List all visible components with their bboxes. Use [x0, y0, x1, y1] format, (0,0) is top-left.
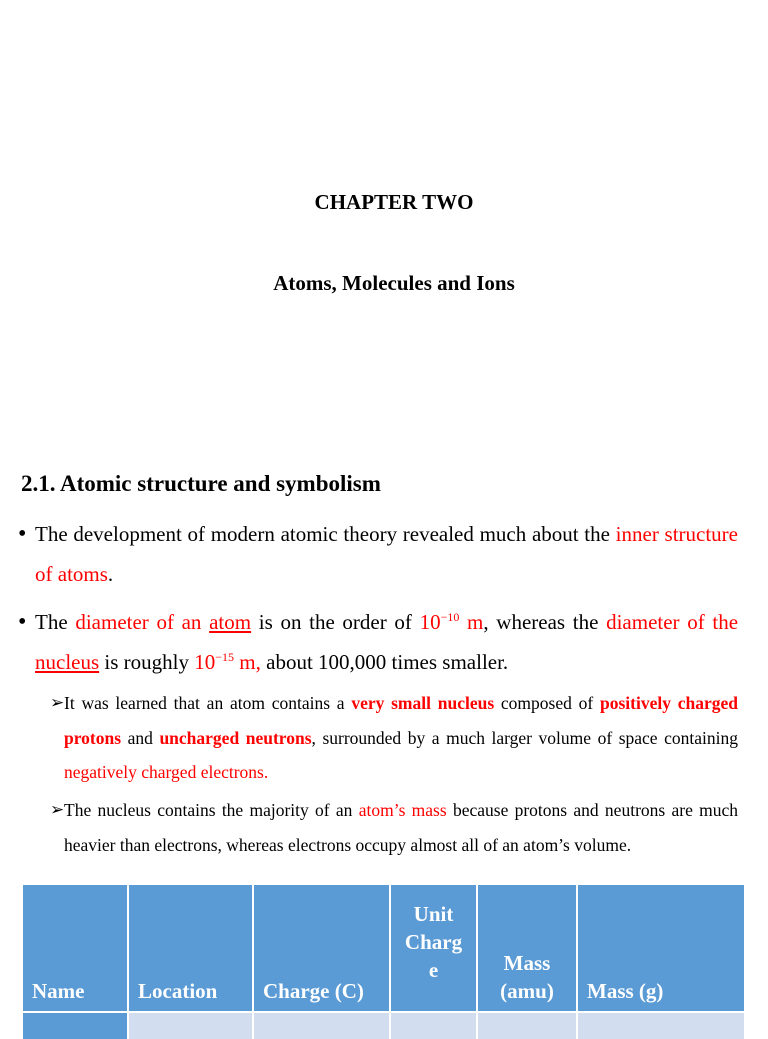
text-span: is on the order of — [251, 610, 420, 634]
table-cell — [577, 1012, 745, 1039]
text-span: The nucleus contains the majority of an — [64, 800, 359, 820]
sub-bullet-nucleus-composition — [50, 686, 738, 790]
text-span: , surrounded by a much larger volume of space containing — [311, 727, 738, 748]
section-heading: 2.1. Atomic structure and symbolism — [21, 471, 381, 496]
bullet-inner-structure — [18, 514, 738, 594]
highlight-protons: positively charged protons — [64, 693, 738, 748]
highlight-electrons: negatively charged electrons. — [64, 762, 269, 782]
text-span: The development of modern atomic theory revealed much about the — [35, 522, 616, 546]
text-span: . — [107, 562, 114, 586]
highlight-diameter-nucleus: diameter of the — [606, 610, 739, 634]
header-name: Name — [23, 885, 128, 1012]
value-nucleus-size: 10 — [194, 650, 216, 674]
exponent-nucleus: −15 — [215, 650, 235, 664]
text-span: is roughly — [99, 650, 195, 674]
header-line: Mass — [503, 951, 551, 975]
arrow-bullet-icon: ➢ — [50, 693, 65, 712]
link-nucleus: nucleus — [35, 650, 100, 674]
sub-bullet-text — [64, 686, 738, 790]
text-span: composed of — [494, 693, 600, 713]
table-cell — [128, 1012, 253, 1039]
text-span: The — [35, 610, 76, 634]
table-cell — [477, 1012, 577, 1039]
header-mass-g: Mass (g) — [577, 885, 745, 1012]
text-span: and — [121, 727, 160, 748]
highlight-atom-mass: atom’s mass — [358, 800, 447, 820]
table-cell — [253, 1012, 390, 1039]
header-line: (amu) — [500, 979, 554, 1003]
header-unit-charge — [390, 885, 477, 1012]
text-span: It was learned that an atom contains a — [64, 693, 352, 713]
unit-atom: m — [459, 610, 484, 634]
header-mass-amu — [477, 885, 577, 1012]
sub-bullet-nucleus-mass — [50, 793, 738, 862]
header-charge: Charge (C) — [253, 885, 390, 1012]
bullet-dot-icon: • — [18, 609, 27, 635]
bullet-text — [35, 602, 738, 682]
sub-bullet-text — [64, 793, 738, 862]
text-span: about 100,000 times smaller. — [260, 650, 509, 674]
arrow-bullet-icon: ➢ — [50, 800, 65, 819]
header-line: Unit — [413, 902, 454, 926]
subatomic-particles-table — [23, 885, 746, 1039]
text-span: , whereas the — [483, 610, 607, 634]
bullet-text — [35, 514, 738, 594]
value-atom-size: 10 — [419, 610, 441, 634]
bullet-atom-diameter — [18, 602, 738, 682]
link-atom: atom — [209, 610, 252, 634]
highlight-inner-structure: inner structure of atoms — [35, 522, 738, 586]
highlight-diameter-atom: diameter of an — [75, 610, 210, 634]
header-location: Location — [128, 885, 253, 1012]
chapter-subtitle: Atoms, Molecules and Ions — [273, 271, 515, 295]
exponent-atom: −10 — [440, 610, 460, 624]
bullet-dot-icon: • — [18, 521, 27, 547]
header-line: e — [428, 958, 439, 982]
text-span: because protons and neutrons are much heavier than electrons, whereas electrons occupy almost all of an atom’s volume. — [64, 800, 739, 855]
unit-nucleus: m, — [234, 650, 261, 674]
table-cell — [23, 1012, 128, 1039]
table-cell — [390, 1012, 477, 1039]
highlight-small-nucleus: very small nucleus — [351, 693, 495, 713]
chapter-title: CHAPTER TWO — [314, 190, 474, 214]
table-header-row — [23, 885, 745, 1012]
header-line: Charg — [404, 930, 463, 954]
table-row — [23, 1012, 745, 1039]
highlight-neutrons: uncharged neutrons — [159, 727, 312, 748]
